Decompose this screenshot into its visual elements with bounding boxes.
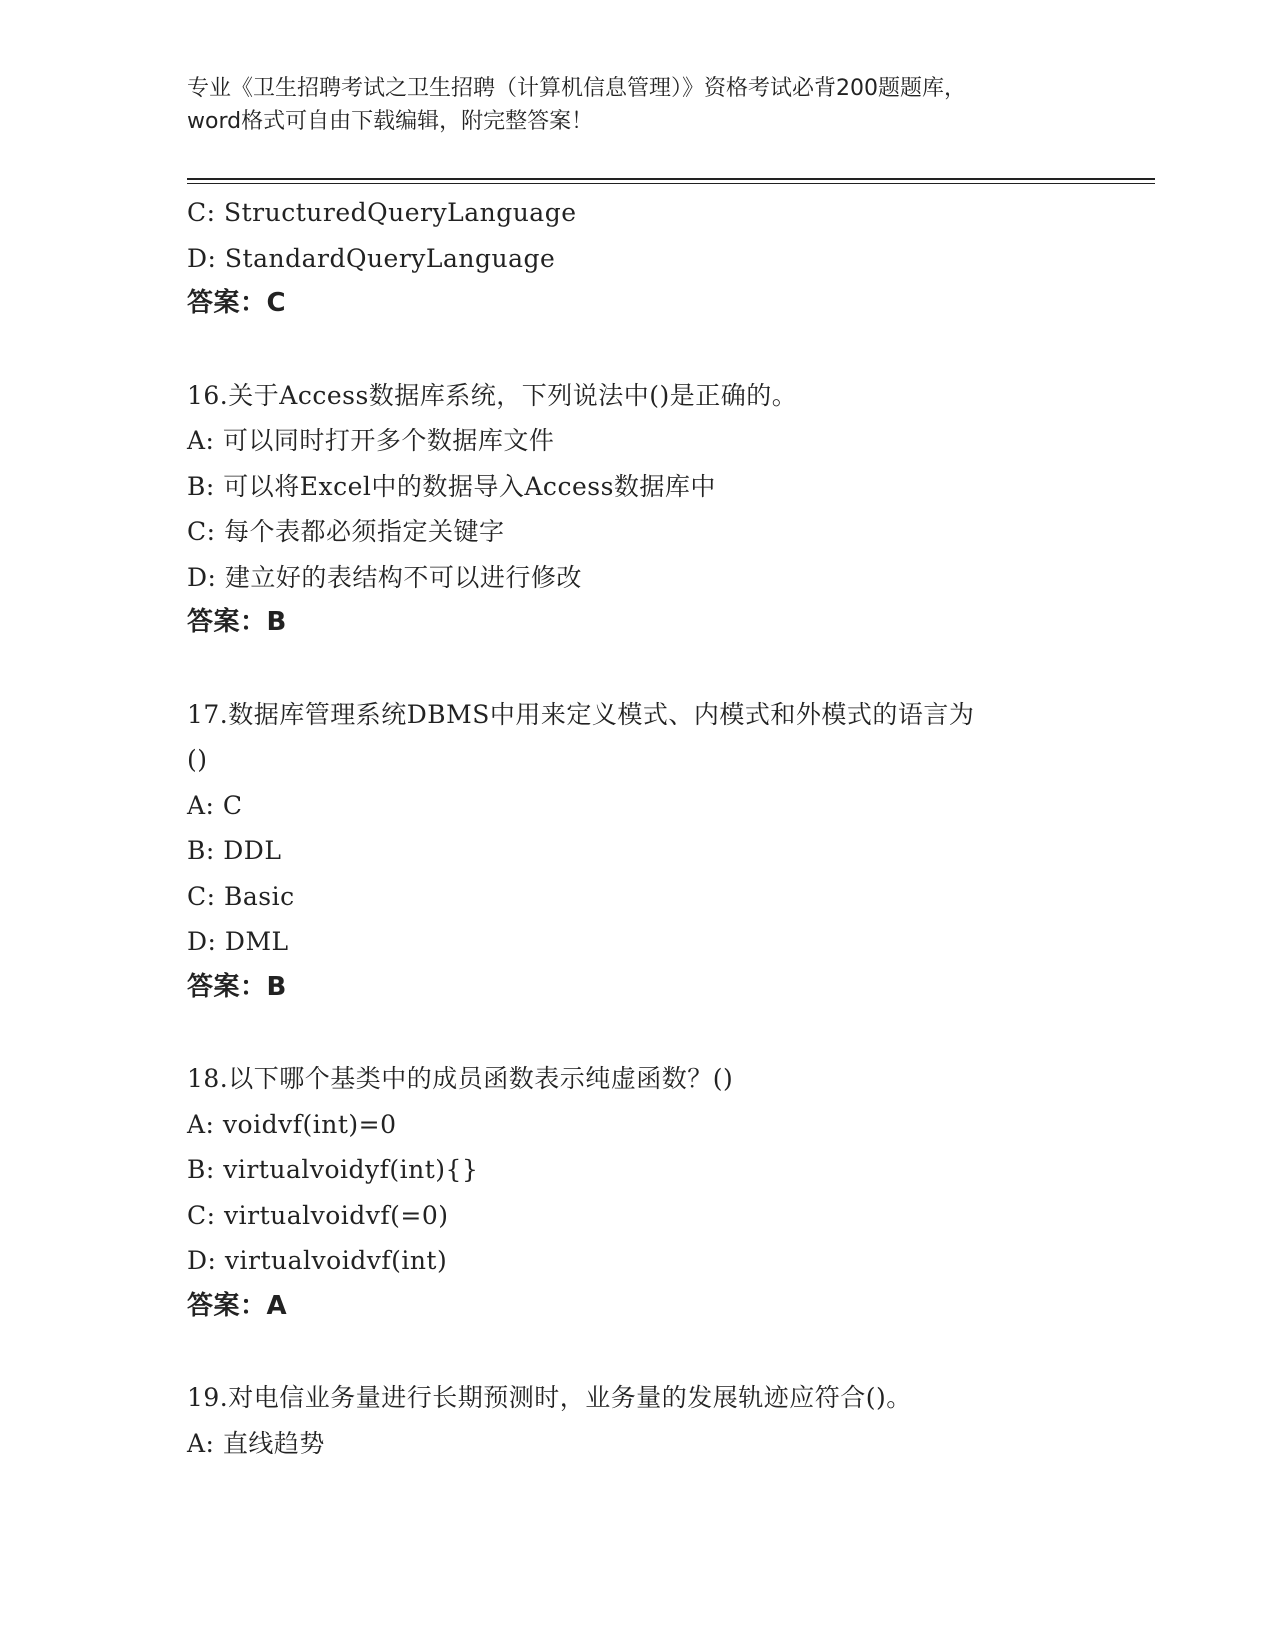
answer-line: 答案：A — [187, 1290, 288, 1321]
answer-line: 答案：B — [187, 971, 287, 1002]
option-line: D: StandardQueryLanguage — [187, 243, 556, 273]
option-line: B: virtualvoidyf(int){} — [187, 1155, 479, 1184]
header-divider-bottom — [187, 183, 1155, 184]
question-text: 18.以下哪个基类中的成员函数表示纯虚函数？() — [187, 1064, 734, 1093]
header-divider-top — [187, 178, 1155, 180]
option-line: A: C — [187, 790, 243, 820]
option-line: D: virtualvoidvf(int) — [187, 1246, 448, 1275]
answer-line: 答案：B — [187, 607, 287, 637]
answer-line: 答案：C — [187, 288, 287, 318]
header-line-1: 专业《卫生招聘考试之卫生招聘（计算机信息管理）》资格考试必背200题题库， — [187, 76, 966, 101]
option-line: A: 可以同时打开多个数据库文件 — [187, 426, 555, 455]
option-line: D: 建立好的表结构不可以进行修改 — [187, 562, 582, 592]
option-line: A: 直线趋势 — [187, 1428, 325, 1458]
spacer — [187, 327, 1147, 373]
question-text: 16.关于Access数据库系统，下列说法中()是正确的。 — [187, 380, 798, 410]
option-line: C: Basic — [187, 881, 295, 911]
spacer — [187, 1329, 1147, 1375]
header-line-2: word格式可自由下载编辑，附完整答案！ — [187, 109, 594, 134]
spacer — [187, 1010, 1147, 1056]
option-line: D: DML — [187, 927, 289, 956]
document-header — [187, 72, 1087, 138]
question-text: 17.数据库管理系统DBMS中用来定义模式、内模式和外模式的语言为 — [187, 699, 975, 729]
question-text-continued: () — [187, 745, 208, 774]
option-line: B: DDL — [187, 836, 282, 865]
option-line: B: 可以将Excel中的数据导入Access数据库中 — [187, 471, 716, 501]
option-line: A: voidvf(int)=0 — [187, 1109, 397, 1139]
question-text: 19.对电信业务量进行长期预测时，业务量的发展轨迹应符合()。 — [187, 1383, 912, 1412]
question-content — [187, 190, 1147, 1466]
option-line: C: 每个表都必须指定关键字 — [187, 517, 505, 546]
option-line: C: StructuredQueryLanguage — [187, 198, 577, 227]
spacer — [187, 646, 1147, 692]
option-line: C: virtualvoidvf(=0) — [187, 1200, 449, 1230]
